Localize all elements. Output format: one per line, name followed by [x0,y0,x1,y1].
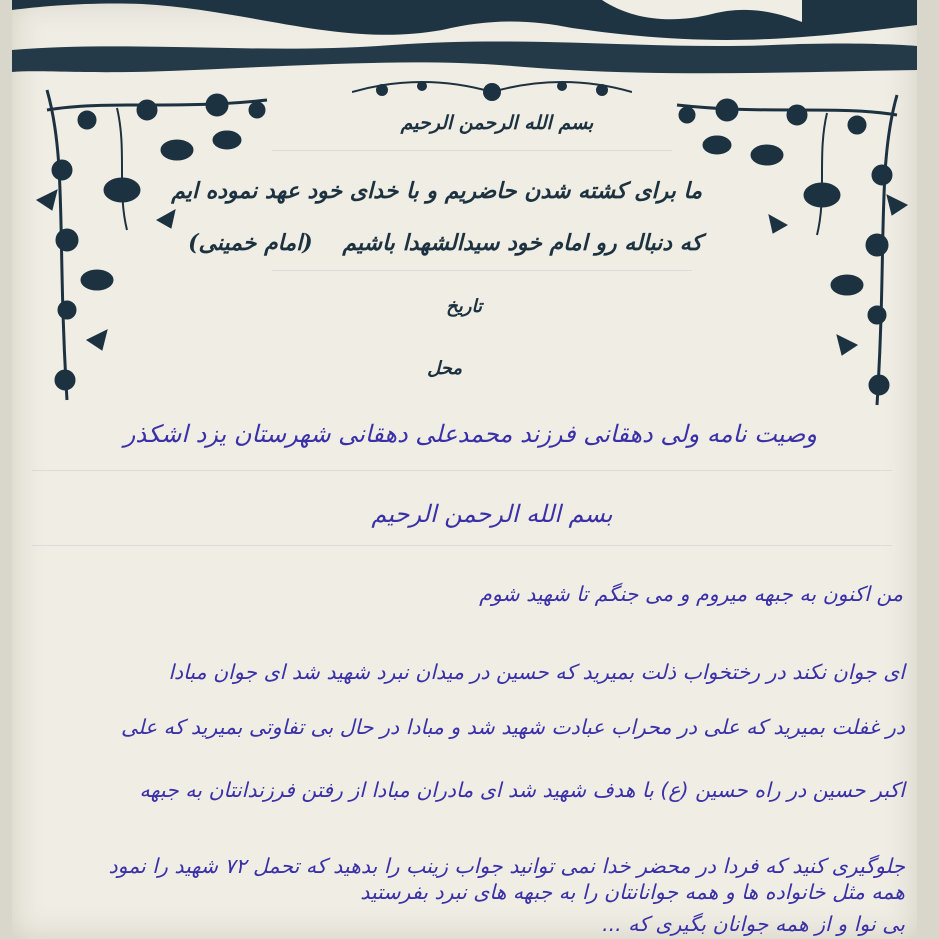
will-text-line-1: من اکنون به جبهه میروم و می جنگم تا شهید شوم [479,582,903,606]
will-text-line-2: ای جوان نکند در رختخواب ذلت بمیرید که حسین در میدان نبرد شهید شد ای جوان مبادا [168,660,905,684]
printed-slogan-line-2 [188,230,702,256]
will-text-line-6: همه مثل خانواده ها و همه جوانانتان را به جبهه های نبرد بفرستید [360,880,905,904]
printed-place-label: محل [427,358,462,379]
printed-date-label: تاریخ [446,296,482,317]
floral-ornament-right [672,85,917,415]
letter-sheet [12,0,917,939]
printed-basmala: بسم الله الرحمن الرحیم [400,112,594,134]
will-text-line-3: در غفلت بمیرید که علی در محراب عبادت شهید شد و مبادا در حال بی تفاوتی بمیرید که علی [120,715,905,739]
printed-slogan-text: که دنباله رو امام خود سیدالشهدا باشیم [342,230,702,256]
will-text-line-5: جلوگیری کنید که فردا در محضر خدا نمی توانید جواب زینب را بدهید که تحمل ۷۲ شهید را نمود [108,854,905,878]
printed-slogan-attribution: (امام خمینی) [188,230,313,256]
will-title-line: وصیت نامه ولی دهقانی فرزند محمدعلی دهقانی شهرستان یزد اشکذر [123,420,817,448]
floral-ornament-top [352,72,632,112]
will-text-line-4: اکبر حسین در راه حسین (ع) با هدف شهید شد ای مادران مبادا از رفتن فرزندانتان به جبهه [139,778,905,802]
printed-slogan-line-1: ما برای کشته شدن حاضریم و با خدای خود عهد نموده ایم [171,178,702,204]
will-text-line-7: بی نوا و از همه جوانان بگیری که ... [602,912,905,936]
handwritten-basmala: بسم الله الرحمن الرحیم [371,500,613,528]
